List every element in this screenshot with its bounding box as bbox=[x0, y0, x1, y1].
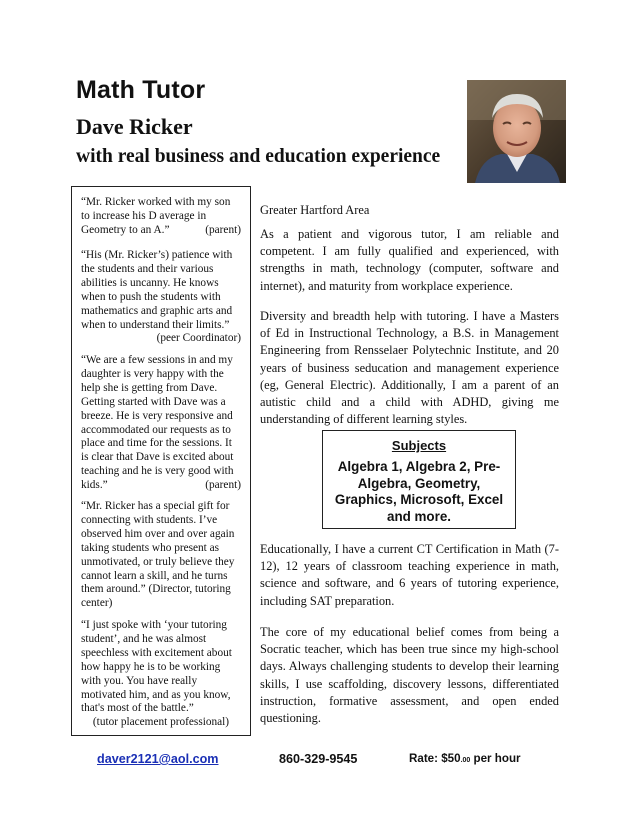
footer bbox=[0, 752, 638, 772]
testimonial-text: “We are a few sessions in and my daughter is very happy with the help she is getting from Dave. Getting started with Dave was a breeze. He is very responsive and accommodated our requests as to place and time for the sessions. It is clear that Dave is excited about teaching and he is very good with kids.” bbox=[81, 354, 234, 492]
location: Greater Hartford Area bbox=[260, 203, 370, 217]
testimonials-box bbox=[71, 186, 251, 736]
testimonial-attribution: (parent) bbox=[205, 479, 241, 492]
rate bbox=[409, 752, 521, 765]
testimonial-1 bbox=[81, 196, 241, 238]
rate-prefix: Rate: $50 bbox=[409, 752, 461, 765]
testimonial-text: “His (Mr. Ricker’s) patience with the students and their various abilities is uncanny. He knows when to push the students with mathematics and graphic arts and when to understand their limits.” bbox=[81, 249, 233, 331]
testimonial-attribution: (parent) bbox=[205, 223, 241, 236]
intro-paragraph: As a patient and vigorous tutor, I am reliable and competent. I am fully qualified and experienced, with strengths in math, technology (computer, software and internet), and maturity from workplace experience. bbox=[260, 227, 559, 293]
testimonial-2 bbox=[81, 249, 241, 346]
rate-cents: .00 bbox=[460, 757, 471, 764]
tutor-name: Dave Ricker bbox=[76, 114, 193, 139]
certification-paragraph: Educationally, I have a current CT Certification in Math (7-12), 12 years of classroom teaching experience in math, science and software, and 6 years of tutoring experience, including SAT preparation. bbox=[260, 542, 559, 608]
testimonial-text: “Mr. Ricker worked with my son to increase his D average in Geometry to an A.” bbox=[81, 196, 231, 236]
subjects-list: Algebra 1, Algebra 2, Pre-Algebra, Geometry, Graphics, Microsoft, Excel and more. bbox=[334, 459, 504, 524]
testimonial-text: “I just spoke with ‘your tutoring student’, and he was almost speechless with excitement about how happy he is to be working with you. You have really motivated him, and as you know, that's most of the battle.” bbox=[81, 619, 232, 715]
portrait-photo bbox=[467, 80, 566, 183]
page-title: Math Tutor bbox=[76, 76, 206, 104]
testimonial-3 bbox=[81, 354, 241, 493]
testimonial-5 bbox=[81, 619, 241, 730]
testimonial-4 bbox=[81, 500, 241, 611]
background-paragraph: Diversity and breadth help with tutoring. I have a Masters of Ed in Instructional Technology, a B.S. in Management Engineering from Rensselaer Polytechnic Institute, and 20 years of business seducation and management experience (eg, General Electric). Additionally, I am a parent of an autistic child and a child with ADHD, giving me understanding of different learning styles. bbox=[260, 309, 559, 427]
subjects-heading: Subjects bbox=[391, 438, 447, 453]
rate-suffix: per hour bbox=[470, 752, 521, 765]
subjects-box bbox=[322, 430, 516, 529]
philosophy-paragraph: The core of my educational belief comes from being a Socratic teacher, which has been true since my high-school days. Always challenging students to develop their learning skills, I use scaffolding, discovery lessons, differentiated instruction, formative assessment, and open ended questioning. bbox=[260, 625, 559, 726]
phone-number: 860-329-9545 bbox=[279, 752, 358, 766]
testimonial-attribution: (peer Coordinator) bbox=[156, 332, 241, 345]
testimonial-attribution: (tutor placement professional) bbox=[92, 716, 230, 729]
email-link[interactable]: daver2121@aol.com bbox=[97, 752, 219, 766]
testimonial-attribution: (Director, tutoring center) bbox=[81, 583, 231, 610]
tagline: with real business and education experience bbox=[76, 146, 441, 167]
testimonial-text: “Mr. Ricker has a special gift for connecting with students. I’ve observed him over and over again taking students who present as unmotivated, or truly believe they cannot learn a skill, and he turns them around.” bbox=[81, 500, 235, 596]
